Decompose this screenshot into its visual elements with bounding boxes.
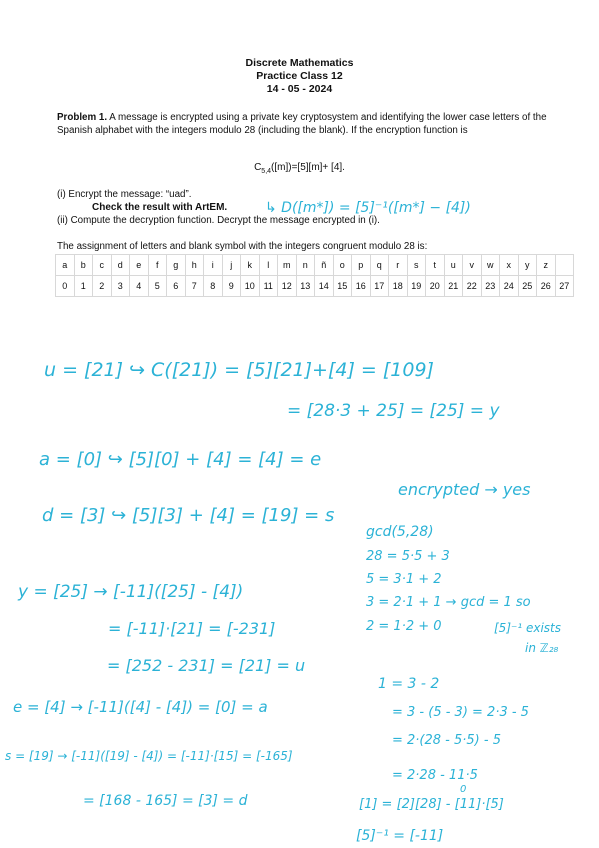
number-cell: 15 bbox=[333, 276, 352, 297]
hw-gcd4: 2 = 1·2 + 0 bbox=[366, 619, 442, 634]
letter-cell: y bbox=[518, 255, 537, 276]
letter-cell: w bbox=[481, 255, 500, 276]
letter-cell: l bbox=[259, 255, 278, 276]
letter-cell: a bbox=[56, 255, 75, 276]
assignment-text: The assignment of letters and blank symbol with the integers congruent modulo 28 is: bbox=[57, 241, 428, 252]
number-cell: 27 bbox=[555, 276, 574, 297]
letter-cell: t bbox=[426, 255, 445, 276]
number-cell: 22 bbox=[463, 276, 482, 297]
letter-cell: f bbox=[148, 255, 167, 276]
letter-cell: r bbox=[389, 255, 408, 276]
number-cell: 1 bbox=[74, 276, 93, 297]
number-cell: 3 bbox=[111, 276, 130, 297]
letter-cell: n bbox=[296, 255, 315, 276]
hw-gcd3: 3 = 2·1 + 1 → gcd = 1 so bbox=[366, 595, 531, 610]
hw-bezout-3: = 2·(28 - 5·5) - 5 bbox=[392, 733, 501, 748]
number-cell: 24 bbox=[500, 276, 519, 297]
hw-u-line: u = [21] ↪ C([21]) = [5][21]+[4] = [109] bbox=[44, 359, 434, 381]
number-cell: 20 bbox=[426, 276, 445, 297]
formula-c: C bbox=[254, 162, 262, 173]
letter-cell: ñ bbox=[315, 255, 334, 276]
hw-encrypted: encrypted → yes bbox=[398, 480, 531, 499]
number-cell: 10 bbox=[241, 276, 260, 297]
number-cell: 25 bbox=[518, 276, 537, 297]
hw-s-line2: = [168 - 165] = [3] = d bbox=[83, 793, 248, 809]
letter-cell: g bbox=[167, 255, 186, 276]
hw-d-line: d = [3] ↪ [5][3] + [4] = [19] = s bbox=[42, 505, 335, 526]
hw-bezout-4: = 2·28 - 11·5 bbox=[392, 768, 478, 783]
hw-bezout-5-mark: 0 bbox=[460, 784, 467, 795]
hw-s-line: s = [19] → [-11]([19] - [4]) = [-11]·[15] = [-165] bbox=[5, 749, 293, 763]
item-i: (i) Encrypt the message: “uad”. bbox=[57, 189, 192, 200]
number-cell: 11 bbox=[259, 276, 278, 297]
number-cell: 26 bbox=[537, 276, 556, 297]
letter-cell: b bbox=[74, 255, 93, 276]
letter-cell: j bbox=[222, 255, 241, 276]
letter-cell: e bbox=[130, 255, 149, 276]
decryption-function: ↳ D([m*]) = [5]⁻¹([m*] − [4]) bbox=[265, 200, 471, 216]
hw-inverse-exists-2: in ℤ₂₈ bbox=[525, 641, 559, 655]
number-cell: 19 bbox=[407, 276, 426, 297]
number-cell: 8 bbox=[204, 276, 223, 297]
letter-cell: u bbox=[444, 255, 463, 276]
number-cell: 14 bbox=[315, 276, 334, 297]
number-cell: 5 bbox=[148, 276, 167, 297]
hw-u-line2: = [28·3 + 25] = [25] = y bbox=[287, 401, 500, 421]
letter-cell: h bbox=[185, 255, 204, 276]
letter-cell: m bbox=[278, 255, 297, 276]
letter-cell: s bbox=[407, 255, 426, 276]
hw-bezout-2: = 3 - (5 - 3) = 2·3 - 5 bbox=[392, 705, 529, 720]
number-cell: 16 bbox=[352, 276, 371, 297]
number-cell: 12 bbox=[278, 276, 297, 297]
letter-cell: p bbox=[352, 255, 371, 276]
letter-cell: v bbox=[463, 255, 482, 276]
number-cell: 2 bbox=[93, 276, 112, 297]
hw-gcd2: 5 = 3·1 + 2 bbox=[366, 572, 442, 587]
date: 14 - 05 - 2024 bbox=[266, 83, 333, 95]
letter-cell: c bbox=[93, 255, 112, 276]
letter-cell: i bbox=[204, 255, 223, 276]
hw-bezout-5: [1] = [2][28] - [11]·[5] bbox=[359, 797, 504, 812]
letter-cell: z bbox=[537, 255, 556, 276]
letter-cell: k bbox=[241, 255, 260, 276]
number-cell: 9 bbox=[222, 276, 241, 297]
hw-inverse-exists-1: [5]⁻¹ exists bbox=[494, 621, 561, 635]
number-cell: 23 bbox=[481, 276, 500, 297]
number-cell: 7 bbox=[185, 276, 204, 297]
formula-sub: 5,4 bbox=[261, 168, 272, 175]
hw-gcd1: 28 = 5·5 + 3 bbox=[366, 549, 450, 564]
number-cell: 21 bbox=[444, 276, 463, 297]
letter-cell: o bbox=[333, 255, 352, 276]
number-cell: 18 bbox=[389, 276, 408, 297]
hw-gcd-title: gcd(5,28) bbox=[366, 524, 434, 540]
number-cell: 17 bbox=[370, 276, 389, 297]
item-ii: (ii) Compute the decryption function. Decrypt the message encrypted in (i). bbox=[57, 215, 380, 226]
problem-text: A message is encrypted using a private key cryptosystem and identifying the lower case letters of the Spanish alphabet with the integers modulo 28 (including the blank). If the encryption function is bbox=[57, 112, 547, 136]
number-cell: 4 bbox=[130, 276, 149, 297]
letter-cell: q bbox=[370, 255, 389, 276]
formula-rest: ([m])=[5][m]+ [4]. bbox=[271, 162, 345, 173]
check-note: Check the result with ArtEM. bbox=[92, 202, 228, 213]
problem-label: Problem 1. bbox=[57, 112, 108, 123]
number-cell: 0 bbox=[56, 276, 75, 297]
letter-cell: d bbox=[111, 255, 130, 276]
hw-bezout-1: 1 = 3 - 2 bbox=[378, 676, 440, 692]
letter-cell: x bbox=[500, 255, 519, 276]
course-title: Discrete Mathematics bbox=[245, 57, 354, 69]
number-cell: 13 bbox=[296, 276, 315, 297]
hw-y-line: y = [25] → [-11]([25] - [4]) bbox=[18, 582, 244, 602]
hw-a-line: a = [0] ↪ [5][0] + [4] = [4] = e bbox=[39, 449, 322, 470]
hw-y-line3: = [252 - 231] = [21] = u bbox=[107, 656, 306, 675]
hw-inverse: [5]⁻¹ = [-11] bbox=[356, 828, 444, 844]
hw-y-line2: = [-11]·[21] = [-231] bbox=[108, 619, 276, 638]
practice-class: Practice Class 12 bbox=[256, 70, 343, 82]
hw-e-line: e = [4] → [-11]([4] - [4]) = [0] = a bbox=[13, 698, 268, 716]
number-cell: 6 bbox=[167, 276, 186, 297]
